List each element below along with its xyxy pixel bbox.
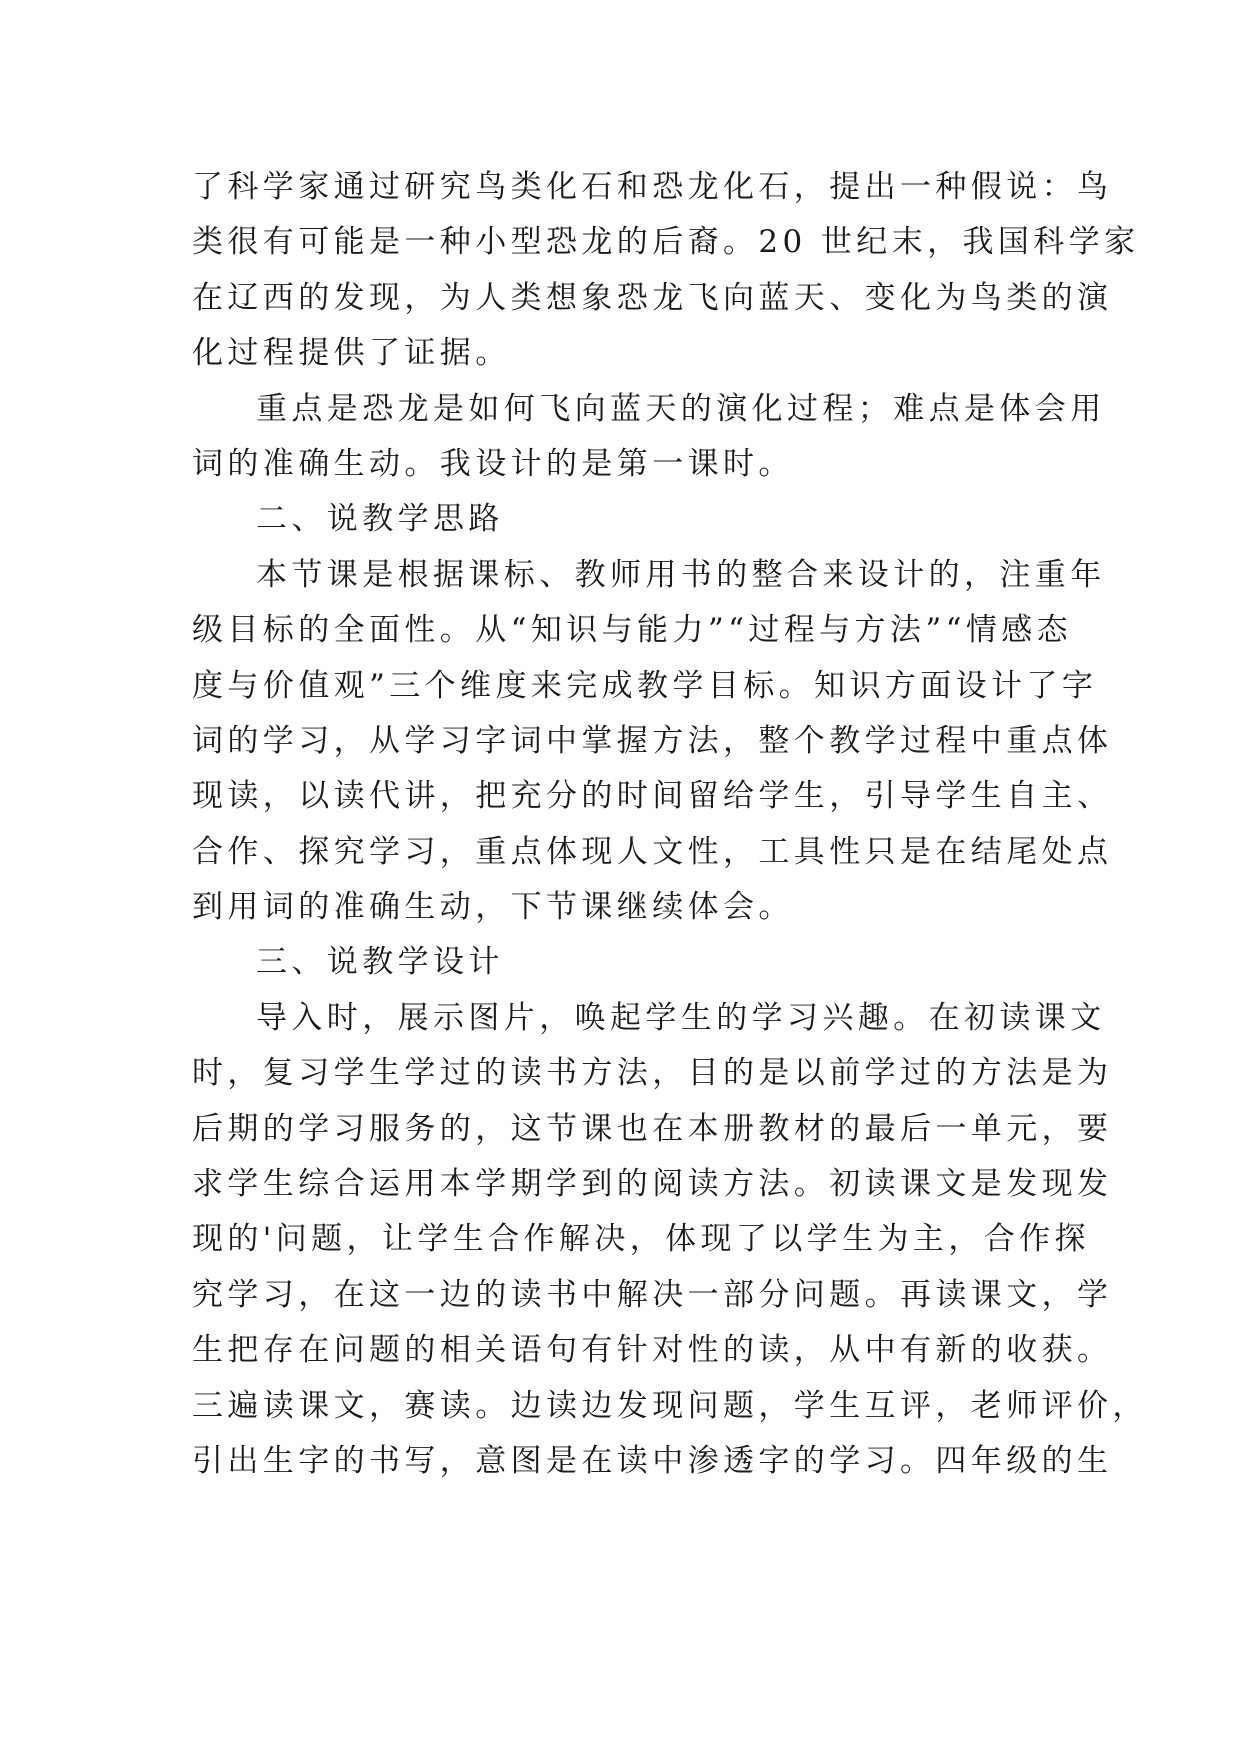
body-text — [192, 160, 1148, 1489]
text-line: 合作、探究学习，重点体现人文性，工具性只是在结尾处点 — [192, 833, 1113, 870]
text-line: 现的'问题，让学生合作解决，体现了以学生为主，合作探 — [192, 1221, 1090, 1258]
paragraph-start-line: 本节课是根据课标、教师用书的整合来设计的，注重年 — [256, 556, 1106, 593]
text-line: 类很有可能是一种小型恐龙的后裔。20 世纪末，我国科学家 — [192, 224, 1140, 261]
section-heading: 二、说教学思路 — [256, 501, 504, 538]
text-line: 究学习，在这一边的读书中解决一部分问题。再读课文，学 — [192, 1276, 1113, 1313]
text-line: 后期的学习服务的，这节课也在本册教材的最后一单元，要 — [192, 1110, 1113, 1147]
text-line: 级目标的全面性。从“知识与能力”“过程与方法”“情感态 — [192, 612, 1073, 649]
text-line: 求学生综合运用本学期学到的阅读方法。初读课文是发现发 — [192, 1166, 1113, 1203]
paragraph-start-line: 导入时，展示图片，唤起学生的学习兴趣。在初读课文 — [256, 999, 1106, 1036]
text-line: 生把存在问题的相关语句有针对性的读，从中有新的收获。 — [192, 1332, 1113, 1369]
text-line: 现读，以读代讲，把充分的时间留给学生，引导学生自主、 — [192, 778, 1113, 815]
text-line: 到用词的准确生动，下节课继续体会。 — [192, 889, 794, 926]
text-line: 化过程提供了证据。 — [192, 335, 511, 372]
text-line: 在辽西的发现，为人类想象恐龙飞向蓝天、变化为鸟类的演 — [192, 279, 1113, 316]
paragraph-start-line: 重点是恐龙是如何飞向蓝天的演化过程；难点是体会用 — [256, 390, 1106, 427]
text-line: 引出生字的书写，意图是在读中渗透字的学习。四年级的生 — [192, 1442, 1113, 1479]
text-line: 度与价值观”三个维度来完成教学目标。知识方面设计了字 — [192, 667, 1098, 704]
text-line: 三遍读课文，赛读。边读边发现问题，学生互评，老师评价， — [192, 1387, 1148, 1424]
text-line: 词的学习，从学习字词中掌握方法，整个教学过程中重点体 — [192, 722, 1113, 759]
text-line: 词的准确生动。我设计的是第一课时。 — [192, 445, 794, 482]
text-line: 时，复习学生学过的读书方法，目的是以前学过的方法是为 — [192, 1055, 1113, 1092]
text-line: 了科学家通过研究鸟类化石和恐龙化石，提出一种假说：鸟 — [192, 169, 1113, 205]
section-heading: 三、说教学设计 — [256, 944, 504, 981]
